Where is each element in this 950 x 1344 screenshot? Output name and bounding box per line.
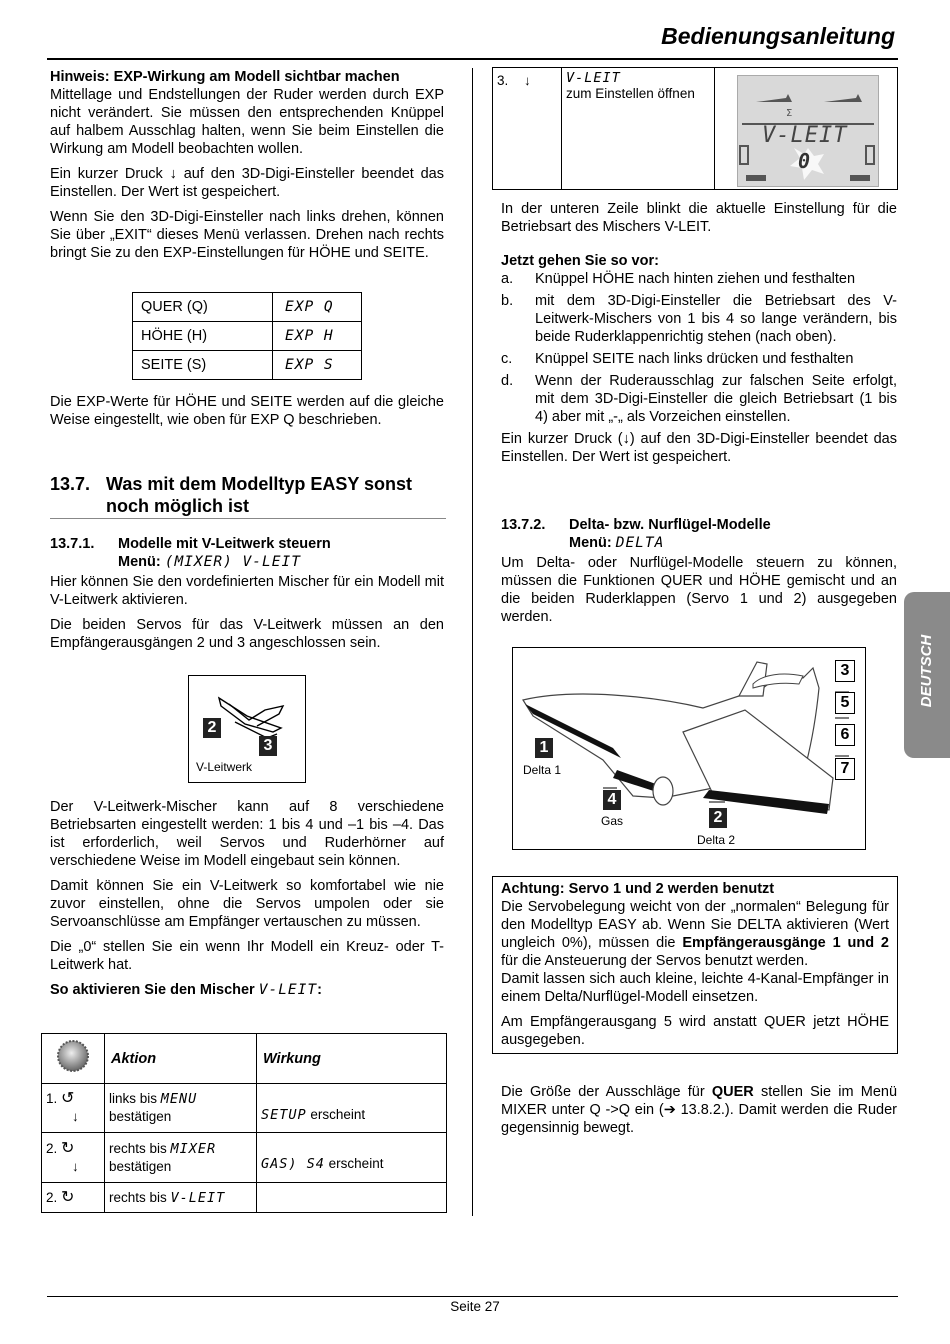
section-number: 13.7. (50, 474, 91, 494)
size-paragraph-wrap (501, 1083, 897, 1144)
vtail-drawing (189, 676, 305, 756)
arrow-down-icon: ↓ (72, 1109, 79, 1124)
warning-text-b: Empfängerausgänge 1 und 2 (682, 935, 889, 951)
arrow-down-icon: ↓ (524, 73, 531, 88)
rotate-right-icon: ↻ (61, 1188, 75, 1206)
subsection-number: 13.7.2. (501, 517, 546, 533)
action-lcd: V-LEIT (170, 1189, 226, 1206)
modes-paragraph: Der V-Leitwerk-Mischer kann auf 8 verschiedene Betriebsarten eingestellt werden: 1 bis 4 und –1 bis –4. Das ist erforderlich, weil Servos und Ruderhörner auf verschiedene Weise im Modell eingebaut sein können. (50, 799, 444, 869)
activate-lcd: V-LEIT (258, 982, 318, 998)
list-item (501, 292, 897, 346)
exp-name: SEITE (S) (133, 351, 273, 380)
exp-name: QUER (Q) (133, 293, 273, 322)
step-cell (42, 1084, 105, 1133)
warning-box (492, 876, 898, 1054)
column-divider (472, 68, 473, 1216)
servo-badge-5: 5 (835, 692, 855, 714)
warning-text-c: für die Ansteuerung der Servos benutzt werden. (501, 953, 809, 969)
lcd-value: 0 (798, 148, 812, 173)
effect-cell (257, 1084, 447, 1133)
arrow-down-icon: ↓ (72, 1158, 79, 1174)
servos-paragraph: Die beiden Servos für das V-Leitwerk müssen an den Empfängerausgängen 2 und 3 angeschlossen sein. (50, 617, 444, 651)
header-rule (47, 58, 898, 60)
table-row (42, 1133, 447, 1183)
table-row (493, 68, 898, 190)
gas-label: Gas (601, 814, 624, 828)
step-cell (42, 1133, 105, 1183)
servo-badge-1: 1 (535, 738, 553, 758)
action-table (41, 1033, 447, 1213)
vtail-caption: V-Leitwerk (196, 760, 253, 774)
menu-lcd: DELTA (615, 535, 665, 551)
subsection-13-7-1 (50, 535, 444, 659)
section-heading (50, 473, 446, 517)
rotate-left-icon: ↺ (61, 1090, 75, 1107)
list-item (501, 372, 897, 426)
step-cell (42, 1183, 105, 1213)
step-label: a. (501, 271, 514, 287)
servo-badge-4: 4 (603, 790, 621, 810)
menu-label: Menü: (118, 554, 161, 570)
page-title: Bedienungsanleitung (661, 23, 895, 49)
press2-paragraph: Ein kurzer Druck (↓) auf den 3D-Digi-Einsteller beendet das Einstellen. Der Wert ist gespeichert. (501, 431, 897, 465)
step-label: c. (501, 351, 513, 367)
page-number: Seite 27 (450, 1299, 500, 1314)
effect-lcd: SETUP (261, 1106, 307, 1123)
warning-paragraph-1 (501, 898, 889, 970)
display-cell (715, 68, 898, 190)
warning-title: Achtung: Servo 1 und 2 werden benutzt (501, 881, 775, 897)
exp-table (132, 292, 362, 380)
menu-label: Menü: (569, 535, 612, 551)
svg-text:Σ: Σ (786, 107, 793, 119)
footer-rule (47, 1296, 898, 1297)
step-cell (493, 68, 562, 190)
effect-cell (257, 1133, 447, 1183)
table-header-row (42, 1034, 447, 1084)
step3-table (492, 67, 898, 190)
warning-paragraph-2: Damit lassen sich auch kleine, leichte 4-Kanal-Empfänger in einem Delta/Nurflügel-Modell einsetzen. (501, 971, 889, 1005)
predef-paragraph: Hier können Sie den vordefinierten Mischer für ein Modell mit V-Leitwerk aktivieren. (50, 574, 444, 608)
servo-badge-2: 2 (203, 718, 221, 738)
left-column-c (50, 798, 444, 999)
exp-values-paragraph: Die EXP-Werte für HÖHE und SEITE werden auf die gleiche Weise eingestellt, wie oben für EXP Q beschrieben. (50, 394, 444, 428)
section-title-line2: noch möglich ist (106, 496, 250, 516)
step-number: 3. (497, 73, 509, 88)
servo-badge-2: 2 (709, 808, 727, 828)
action-text-b: bestätigen (109, 1158, 172, 1174)
action-lcd: MIXER (170, 1140, 217, 1157)
vtail-figure (188, 675, 306, 783)
warning-paragraph-3: Am Empfängerausgang 5 wird anstatt QUER jetzt HÖHE ausgegeben. (501, 1014, 889, 1048)
exp-lcd: EXP H (273, 322, 362, 351)
activate-heading (50, 981, 444, 999)
left-column-b (50, 393, 444, 436)
step-number: 1. (46, 1091, 58, 1106)
rotate-right-icon: ↻ (61, 1139, 75, 1157)
size-paragraph (501, 1083, 897, 1137)
step-number: 2. (46, 1140, 58, 1156)
step-text: mit dem 3D-Digi-Einsteller die Betriebsart des V-Leitwerk-Mischers von 1 bis 4 so lange verändern, bis beide Ruderklappenrichtig stehen (nach oben). (535, 293, 897, 345)
servo-badge-6: 6 (835, 724, 855, 746)
effect-text: erscheint (328, 1156, 384, 1171)
action-lcd: V-LEIT (566, 70, 621, 86)
table-row (42, 1084, 447, 1133)
action-text: rechts bis (109, 1140, 167, 1156)
exit-paragraph: Wenn Sie den 3D-Digi-Einsteller nach links drehen, können Sie über „EXIT“ dieses Menü verlassen. Drehen nach rechts bringt Sie zu den EXP-Einstellungen für HÖHE und SEITE. (50, 209, 444, 261)
step-label: b. (501, 293, 514, 309)
action-lcd: MENU (160, 1091, 198, 1107)
servo-badge-3: 3 (835, 660, 855, 682)
arrow-down-icon: ↓ (169, 166, 177, 182)
jet-drawing (513, 648, 865, 849)
blink-paragraph: In der unteren Zeile blinkt die aktuelle Einstellung für die Betriebsart des Mischers V-LEIT. (501, 201, 897, 235)
comfort-paragraph: Damit können Sie ein V-Leitwerk so komfortabel wie nie zuvor einstellen, ohne die Servos umpolen oder sie Servoanschlüsse am Empfänger vertauschen zu müssen. (50, 878, 444, 930)
hint-title: Hinweis: EXP-Wirkung am Modell sichtbar machen (50, 69, 400, 85)
activate-label: So aktivieren Sie den Mischer (50, 982, 255, 998)
effect-header: Wirkung (257, 1034, 447, 1084)
action-text-b: bestätigen (109, 1109, 172, 1124)
exp-lcd: EXP S (273, 351, 362, 380)
subsection-title: Delta- bzw. Nurflügel-Modelle (569, 517, 771, 533)
subsection-13-7-2 (501, 516, 897, 633)
exp-name: HÖHE (H) (133, 322, 273, 351)
step-text: Wenn der Ruderausschlag zur falschen Seite erfolgt, mit dem 3D-Digi-Einsteller die gleich Betriebsart (1 bis 4) aber mit „-„ als Vorzeichen einstellen. (535, 373, 897, 425)
step-text: Knüppel HÖHE nach hinten ziehen und festhalten (535, 271, 856, 287)
right-column (501, 200, 897, 473)
list-item (501, 270, 897, 288)
lcd-display (737, 75, 879, 187)
effect-cell (257, 1183, 447, 1213)
exp-lcd: EXP Q (273, 293, 362, 322)
action-cell (105, 1183, 257, 1213)
press-text-a: Ein kurzer Druck (50, 166, 163, 182)
table-row (133, 322, 362, 351)
activate-colon: : (317, 982, 322, 998)
step-number: 2. (46, 1189, 58, 1205)
section-rule (50, 518, 446, 519)
subsection-title: Modelle mit V-Leitwerk steuern (118, 536, 331, 552)
list-item (501, 350, 897, 368)
effect-text: erscheint (310, 1106, 366, 1122)
action-header: Aktion (105, 1034, 257, 1084)
action-text: rechts bis (109, 1189, 167, 1205)
subsection-number: 13.7.1. (50, 536, 95, 552)
steps-list (501, 270, 897, 426)
warning-text-a: Die Servobelegung weicht von der „normalen“ Belegung für den Modelltyp EASY ab. Wenn Sie DELTA aktivieren (Wert ungleich 0%), müssen die (501, 899, 889, 951)
table-row (42, 1183, 447, 1213)
language-tab-label: DEUTSCH (918, 634, 935, 708)
size-text-b: QUER (711, 1084, 754, 1100)
servo-badge-3: 3 (259, 736, 277, 756)
servo-badge-7: 7 (835, 758, 855, 780)
left-column (50, 68, 444, 269)
action-cell (105, 1133, 257, 1183)
size-text-c: stellen Sie im Menü MIXER unter Q ->Q ein (➔ 13.8.2.). Damit werden die Ruder gegensinnig bewegt. (501, 1084, 898, 1136)
step-text: Knüppel SEITE nach links drücken und festhalten (535, 351, 854, 367)
steps-title: Jetzt gehen Sie so vor: (501, 253, 659, 269)
press-text-b: auf den 3D-Digi-Einsteller beendet das Einstellen. Der Wert ist gespeichert. (50, 166, 445, 200)
table-row (133, 351, 362, 380)
delta2-label: Delta 2 (697, 833, 736, 847)
lcd-mixer-name: V-LEIT (762, 122, 848, 148)
language-tab (904, 592, 950, 758)
effect-lcd: GAS) S4 (261, 1156, 325, 1172)
action-cell (105, 1084, 257, 1133)
action-text: links bis (109, 1091, 158, 1106)
action-text: zum Einstellen öffnen (566, 86, 695, 101)
zero-paragraph: Die „0“ stellen Sie ein wenn Ihr Modell ein Kreuz- oder T-Leitwerk hat. (50, 939, 444, 973)
action-cell (562, 68, 715, 190)
size-text-a: Die Größe der Ausschläge für (501, 1084, 705, 1100)
step-label: d. (501, 373, 514, 389)
hint-text: Mittellage und Endstellungen der Ruder werden durch EXP nicht verändert. Sie müssen den entsprechenden Knüppel auf halbem Ausschlag halten, wenn Sie beim Einstellen die Wirkung am Modell beobachten wollen. (50, 87, 444, 157)
delta1-label: Delta 1 (523, 763, 562, 777)
menu-lcd: (MIXER) V-LEIT (164, 554, 301, 570)
section-title-line1: Was mit dem Modelltyp EASY sonst (106, 474, 413, 494)
press-paragraph (50, 165, 444, 201)
delta-jet-figure (512, 647, 866, 850)
table-row (133, 293, 362, 322)
delta-paragraph: Um Delta- oder Nurflügel-Modelle steuern zu können, müssen die Funktionen QUER und HÖHE gemischt und an die beiden Ruderklappen (Servo 1 und 2) ausgegeben werden. (501, 555, 897, 625)
dial-icon (56, 1039, 90, 1073)
dial-cell (42, 1034, 105, 1084)
